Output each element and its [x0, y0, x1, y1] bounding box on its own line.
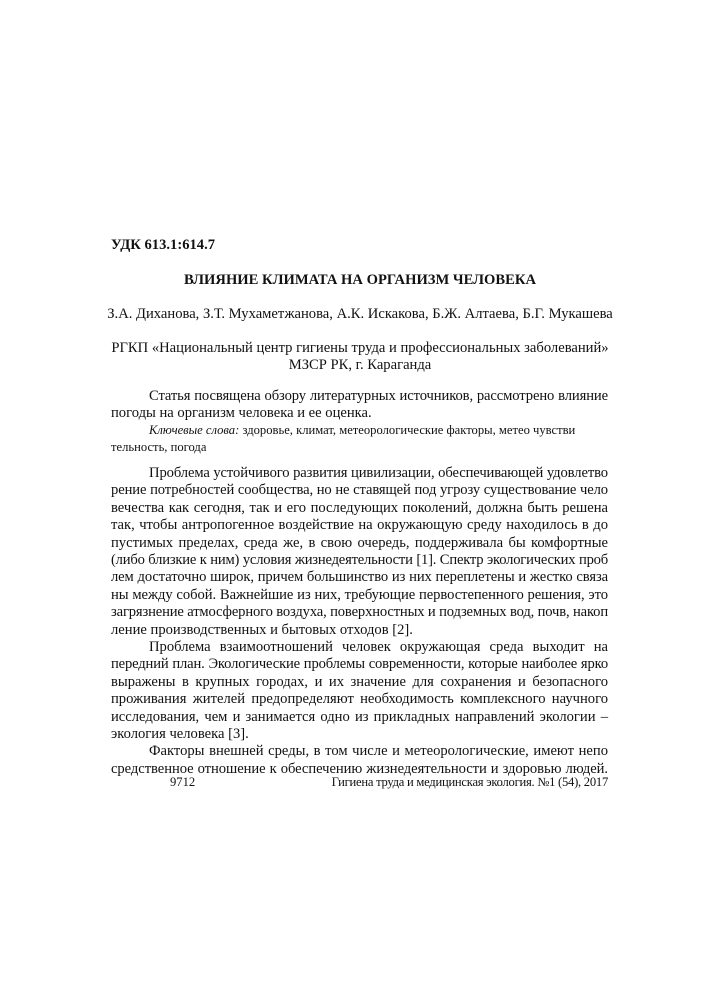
abstract-line: погоды на организм человека и ее оценка. [111, 405, 372, 421]
body-line: рение потребностей сообщества, но не ставящей под угрозу существование чело [111, 482, 608, 499]
body-line: ны между собой. Важнейшие из них, требующие первостепенного решения, это [111, 586, 608, 603]
body-line: (либо близкие к ним) условия жизнедеятельности [1]. Спектр экологических проб [111, 552, 608, 568]
body-line: пустимых пределах, среда же, в свою очередь, поддерживала бы комфортные [111, 534, 608, 551]
body-line: Проблема устойчивого развития цивилизации, обеспечивающей удовлетво [149, 465, 608, 481]
keywords-line [149, 422, 608, 439]
body-line: проживания жителей предопределяют необходимость комплексного научного [111, 691, 608, 708]
body-line: лем достаточно широк, причем большинство из них переплетены и жестко связа [111, 569, 608, 586]
body-line: Факторы внешней среды, в том числе и метеорологические, имеют непо [149, 743, 608, 760]
authors: З.А. Диханова, З.Т. Мухаметжанова, А.К. Искакова, Б.Ж. Алтаева, Б.Г. Мукашева [107, 306, 613, 322]
body-line: загрязнение атмосферного воздуха, поверхностных и подземных вод, почв, накоп [111, 604, 608, 621]
abstract-line: Статья посвящена обзору литературных источников, рассмотрено влияние [149, 388, 608, 404]
body-line: так, чтобы антропогенное воздействие на окружающую среду находилось в до [111, 517, 608, 534]
body-line: Проблема взаимоотношений человек окружающая среда выходит на [149, 639, 608, 655]
body-line: экология человека [3]. [111, 726, 249, 742]
body-line: средственное отношение к обеспечению жизнедеятельности и здоровью людей. [111, 760, 608, 777]
journal-name: Гигиена труда и медицинская экология. №1 (54), 2017 [331, 775, 608, 789]
body-line: выражены в крупных городах, и их значение для сохранения и безопасного [111, 673, 608, 690]
body-line: вечества как сегодня, так и его последующих поколений, должна быть решена [111, 499, 608, 516]
body-line: ление производственных и бытовых отходов [2]. [111, 621, 413, 638]
body-line: исследования, чем и занимается одно из прикладных направлений экологии – [111, 708, 608, 725]
article-title: ВЛИЯНИЕ КЛИМАТА НА ОРГАНИЗМ ЧЕЛОВЕКА [184, 272, 536, 288]
keywords-label: Ключевые слова: [149, 423, 240, 437]
affiliation-line: РГКП «Национальный центр гигиены труда и профессиональных заболеваний» [111, 340, 609, 356]
page-number: 9712 [170, 775, 196, 789]
body-line: передний план. Экологические проблемы современности, которые наиболее ярко [111, 656, 608, 673]
affiliation-line: МЗСР РК, г. Караганда [288, 357, 432, 373]
keywords-line: тельность, погода [111, 440, 207, 454]
keywords-text: здоровье, климат, метеорологические факторы, метео чувстви [242, 423, 576, 437]
udk-code: УДК 613.1:614.7 [111, 237, 216, 253]
